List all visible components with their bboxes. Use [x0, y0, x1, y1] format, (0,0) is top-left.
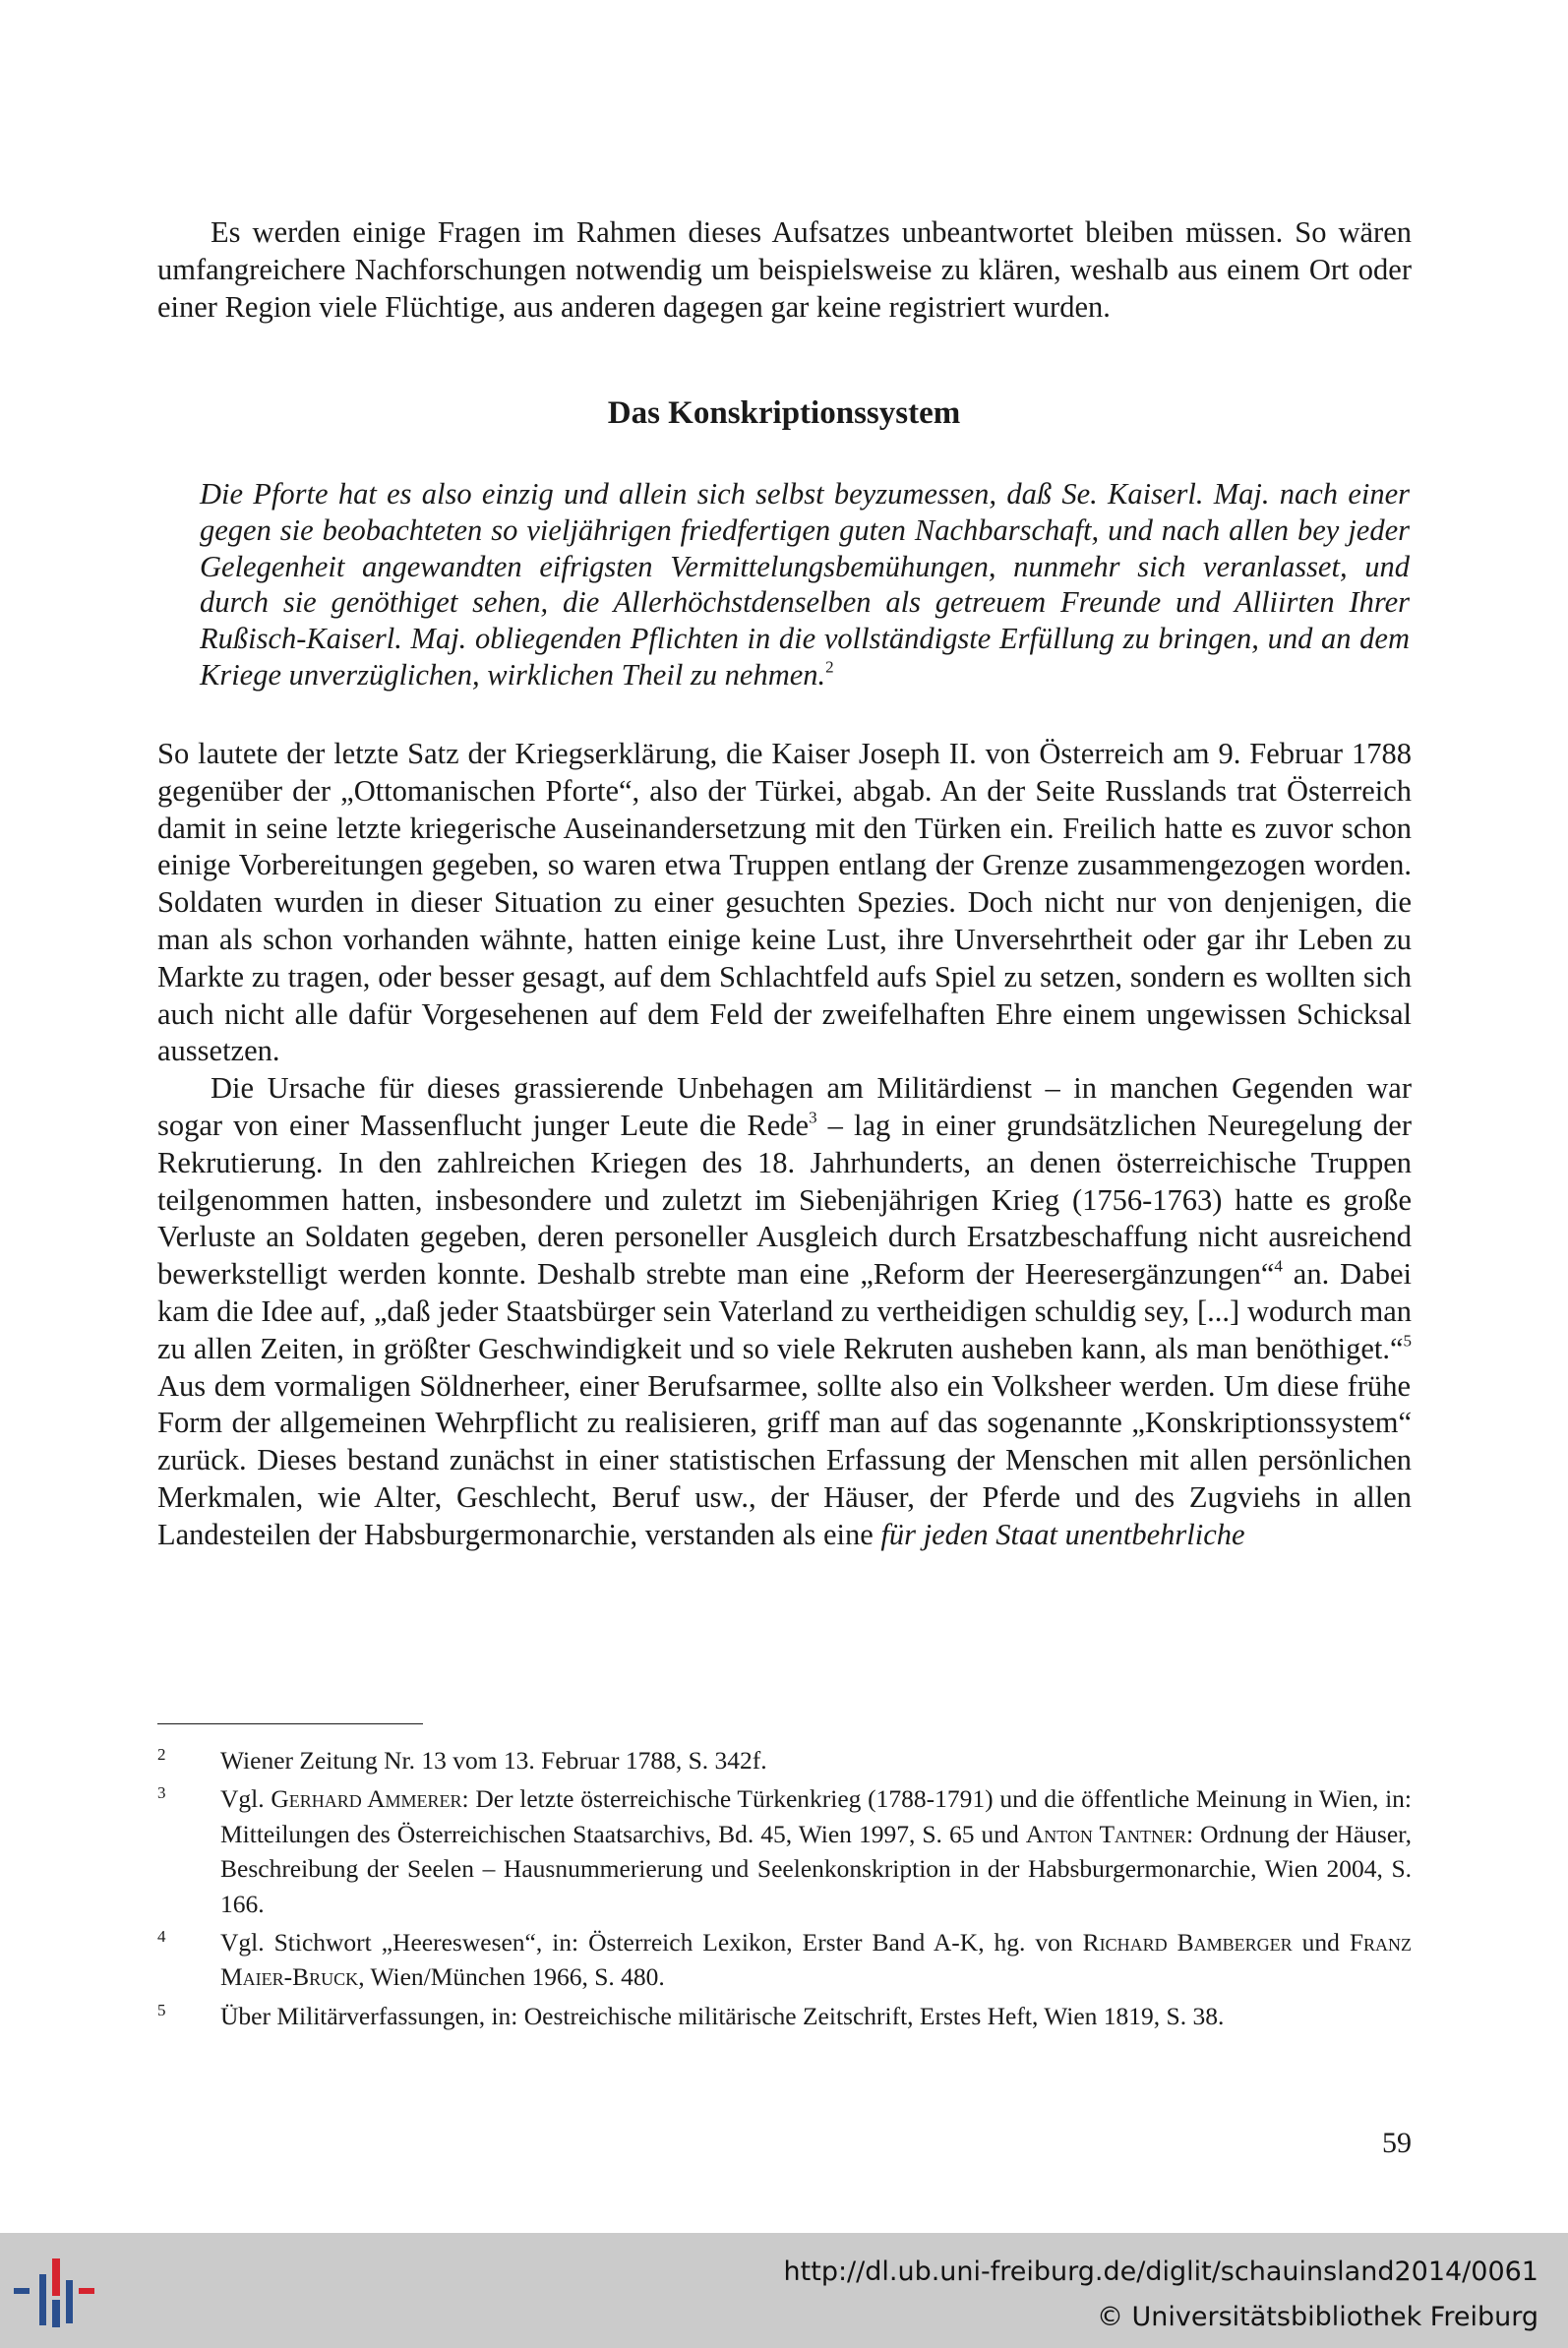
intro-paragraph: Es werden einige Fragen im Rahmen dieses Aufsatzes unbeantwortet bleiben müssen. So wären umfangreichere Nachforschungen notwendig um beispielsweise zu klären, weshalb aus einem Ort oder einer Region viele Flüchtige, aus anderen dagegen gar keine registriert wurden. — [157, 215, 1412, 324]
footnote-2 — [157, 1743, 1412, 1777]
quote-text: Die Pforte hat es also einzig und allein sich selbst beyzumessen, daß Se. Kaiserl. Maj. nach einer gegen sie beobachteten so vieljährigen friedfertigen guten Nachbarschaft, und nach allen bey jeder Gelegenheit angewandten eifrigsten Vermittelungsbemühungen, nunmehr sich veranlasset, und durch sie genöthiget sehen, die Allerhöchstdenselben als getreuem Freunde und Alliirten Ihrer Rußisch-Kaiserl. Maj. obliegenden Pflichten in die vollständigste Erfüllung zu bringen, und an dem Kriege unverzüglichen, wirklichen Theil zu nehmen. — [200, 477, 1410, 692]
footnote-text: : Ordnung der Häuser, Beschreibung der Seelen – Hausnummerierung und Seelenkonskription in der Habsburgermonarchie, Wien 2004, S. 166. — [220, 1819, 1413, 1918]
footnote-ref-2[interactable]: 2 — [825, 657, 834, 677]
author-name: Franz Maier-Bruck — [220, 1928, 1413, 1992]
body-text — [157, 736, 1412, 1554]
footnote-rule — [157, 1723, 423, 1724]
block-quote — [200, 476, 1410, 693]
source-url-link[interactable]: http://dl.ub.uni-freiburg.de/diglit/schauinsland2014/0061 — [783, 2257, 1538, 2287]
footnote-number: 3 — [157, 1783, 166, 1803]
footnote-ref-5[interactable]: 5 — [1403, 1331, 1412, 1350]
footnote-number: 2 — [157, 1745, 166, 1764]
footnote-3 — [157, 1781, 1412, 1921]
footnote-text: Vgl. Stichwort „Heereswesen“, in: Österreich Lexikon, Erster Band A-K, hg. von — [220, 1928, 1083, 1957]
footnote-text: Vgl. — [220, 1784, 271, 1814]
author-name: Richard Bamberger — [1082, 1928, 1293, 1957]
footnote-text: , Wien/München 1966, S. 480. — [358, 1962, 665, 1992]
footnote-text: und — [1292, 1928, 1350, 1957]
paragraph-2-part-b: – lag in einer grundsätzlichen Neuregelung der Rekrutierung. In den zahlreichen Kriegen des 18. Jahrhunderts, an denen österreichische Truppen teilgenommen hatten, insbesondere und zuletzt im Siebenjährigen Krieg (1756-1763) hatte es große Verluste an Soldaten gegeben, deren personeller Ausgleich durch Ersatzbeschaffung nicht ausreichend bewerkstelligt werden konnte. Deshalb strebte man eine „Reform der Heeresergänzungen“ — [157, 1108, 1412, 1292]
footnote-text: Über Militärverfassungen, in: Oestreichische militärische Zeitschrift, Erstes Heft, Wien 1819, S. 38. — [220, 2001, 1225, 2030]
footer-bar — [0, 2233, 1568, 2348]
section-heading: Das Konskriptionssystem — [607, 395, 961, 431]
author-name: Gerhard Ammerer — [271, 1784, 462, 1814]
footnote-ref-3[interactable]: 3 — [809, 1108, 817, 1127]
footnote-ref-4[interactable]: 4 — [1274, 1256, 1283, 1276]
footnote-text: : Der letzte österreichische Türkenkrieg (1788-1791) und die öffentliche Meinung in Wien, in: Mitteilungen des Österreichischen Staatsarchivs, Bd. 45, Wien 1997, S. 65 und — [220, 1784, 1413, 1848]
ub-freiburg-logo-icon — [10, 2251, 98, 2331]
author-name: Anton Tantner — [1025, 1819, 1187, 1848]
page-number: 59 — [1382, 2127, 1412, 2159]
footnote-4 — [157, 1925, 1412, 1995]
footnotes — [157, 1743, 1412, 2037]
paragraph-2-italic: für jeden Staat unentbehrliche — [880, 1517, 1245, 1551]
paragraph-1: So lautete der letzte Satz der Kriegserklärung, die Kaiser Joseph II. von Österreich am 9. Februar 1788 gegenüber der „Ottomanischen Pforte“, also der Türkei, abgab. An der Seite Russlands trat Österreich damit in seine letzte kriegerische Auseinandersetzung mit den Türken ein. Freilich hatte es zuvor schon einige Vorbereitungen gegeben, so waren etwa Truppen entlang der Grenze zusammengezogen worden. Soldaten wurden in dieser Situation zu einer gesuchten Spezies. Doch nicht nur von denjenigen, die man als schon vorhanden wähnte, hatten einige keine Lust, ihre Unversehrtheit oder gar ihr Leben zu Markte zu tragen, oder besser gesagt, auf dem Schlachtfeld aufs Spiel zu setzen, sondern es wollten sich auch nicht alle dafür Vorgesehenen auf dem Feld der zweifelhaften Ehre einem ungewissen Schicksal aussetzen. — [157, 737, 1412, 1068]
footnote-number: 4 — [157, 1927, 166, 1947]
paragraph-2-part-a: Die Ursache für dieses grassierende Unbehagen am Militärdienst – in manchen Gegenden war sogar von einer Massenflucht junger Leute die Rede — [157, 1071, 1412, 1142]
paragraph-2-part-d: Aus dem vormaligen Söldnerheer, einer Berufsarmee, sollte also ein Volksheer werden. Um diese frühe Form der allgemeinen Wehrpflicht zu realisieren, griff man auf das sogenannte „Konskriptionssystem“ zurück. Dieses bestand zunächst in einer statistischen Erfassung der Menschen mit allen persönlichen Merkmalen, wie Alter, Geschlecht, Beruf usw., der Häuser, der Pferde und des Zugviehs in allen Landesteilen der Habsburgermonarchie, verstanden als eine — [157, 1368, 1412, 1551]
copyright-notice: © Universitätsbibliothek Freiburg — [1096, 2302, 1538, 2332]
footnote-number: 5 — [157, 2000, 166, 2019]
footnote-5 — [157, 1999, 1412, 2033]
paragraph-2 — [157, 1070, 1412, 1553]
footnote-text: Wiener Zeitung Nr. 13 vom 13. Februar 1788, S. 342f. — [220, 1746, 767, 1775]
paragraph-2-part-c: an. Dabei kam die Idee auf, „daß jeder Staatsbürger sein Vaterland zu vertheidigen schuldig sey, [...] wodurch man zu allen Zeiten, in größter Geschwindigkeit und so viele Rekruten ausheben kann, als man benöthiget.“ — [157, 1257, 1412, 1365]
